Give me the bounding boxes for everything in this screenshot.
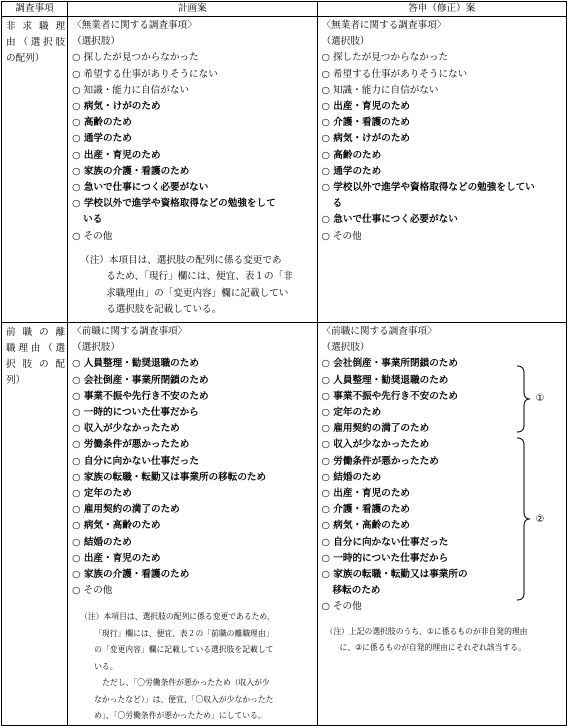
option-item: ○ 出産・育児のため [321, 101, 411, 113]
header-row [2, 2, 567, 17]
note-line: いる。 [94, 661, 118, 671]
note-line: なかったなど）」は、便宜、「〇収入が少なかったた [94, 694, 274, 704]
option-item: ○ 急いで仕事につく必要がない [321, 214, 458, 226]
note-line: に、②に係るものが自発的理由にそれぞれ該当する。 [339, 642, 526, 652]
option-item: ○ 結婚のため [72, 536, 132, 548]
option-item: ○ 一時的についた仕事だから [321, 552, 449, 564]
option-list [72, 356, 314, 599]
option-item: ○ 自分に向かない仕事だった [321, 536, 449, 548]
topic-text [2, 17, 67, 67]
option-item: ○ 高齢のため [72, 117, 132, 129]
option-item: ○ 事業不振や先行き不安のため [72, 390, 209, 402]
option-item: ○ 会社倒産・事業所閉鎖のため [72, 374, 209, 386]
note-line: の「変更内容」欄に記載している選択肢を記載して [94, 645, 274, 655]
topic-cell [2, 323, 68, 726]
option-item: ○ 探したが見つからなかった [321, 52, 449, 64]
option-list [72, 50, 314, 244]
header-plan: 計画案 [68, 2, 317, 17]
option-item: ○ 自分に向かない仕事だった [72, 455, 199, 467]
topic-line: 職理由（選 [6, 343, 66, 354]
option-item: ○ 希望する仕事がありそうにない [321, 68, 468, 80]
option-item: ○ 定年のため [72, 488, 132, 500]
option-item: ○ 雇用契約の満了のため [72, 504, 180, 516]
option-item: ○ 出産・育児のため [72, 552, 161, 564]
plan-cell [68, 17, 317, 323]
option-item: ○ 家族の介護・看護のため [72, 569, 190, 581]
option-item: ○ 家族の転職・転勤又は事業所の移転のため [72, 471, 267, 483]
option-item: ○ 家族の転職・転勤又は事業所の [321, 569, 468, 581]
option-item: ○ 病気・けがのため [321, 133, 411, 145]
section-heading: 〈前職に関する調査事項〉 [321, 326, 437, 337]
section-heading: 〈無業者に関する調査事項〉 [72, 20, 197, 31]
plan-content [68, 17, 316, 319]
option-item: ○ 高齢のため [321, 149, 382, 161]
topic-line: 択肢の配 [6, 359, 66, 370]
note-line: （注）本項目は、選択肢の配列に係る変更であ [80, 254, 282, 266]
note-line: 「現行」欄には、便宜、表２の「前職の離職理由」 [94, 628, 274, 638]
section-heading: 〈前職に関する調査事項〉 [72, 326, 188, 337]
note-line: 求職理由」の「変更内容」欄に記載してい [106, 287, 289, 299]
header-revised: 答申（修正）案 [317, 2, 566, 17]
option-item: ○ 通学のため [72, 133, 132, 145]
row-non-job-seeking-reason [2, 17, 567, 323]
topic-cell [2, 17, 68, 323]
options-label: （選択肢） [321, 36, 370, 48]
group-1-label: ① [535, 393, 545, 404]
option-item: ○ 通学のため [321, 165, 382, 177]
option-item: ○ 一時的についた仕事だから [72, 407, 199, 419]
revised-note [322, 624, 564, 656]
comparison-table [1, 1, 567, 726]
option-item: ○ 労働条件が悪かったため [72, 439, 190, 451]
option-item: ○ その他 [321, 601, 362, 613]
option-item: ○ 病気・高齢のため [72, 520, 161, 532]
option-list [322, 50, 564, 244]
plan-note [72, 253, 314, 319]
option-item: ○ 知識・能力に自信がない [321, 84, 439, 96]
options-label: （選択肢） [72, 36, 121, 48]
option-item: ○ 収入が少なかったため [72, 423, 180, 435]
note-line: ただし、「〇労働条件が悪かったため（収入が少 [102, 678, 270, 688]
option-item: ○ 定年のため [321, 407, 382, 419]
option-item: ○ 病気・けがのため [72, 101, 161, 113]
option-item: ○ 労働条件が悪かったため [321, 455, 439, 467]
note-line: め」、「〇労働条件が悪かったため」にしている。 [94, 711, 266, 721]
option-item: ○ 急いで仕事につく必要がない [72, 182, 209, 194]
option-item: ○ 学校以外で進学や資格取得などの勉強をして [72, 198, 276, 210]
row-previous-job-leaving-reason [2, 323, 567, 726]
header-topic: 調査事項 [2, 2, 68, 17]
topic-line: 列） [6, 375, 26, 386]
plan-note [72, 609, 314, 725]
group-2-brace [514, 437, 532, 601]
topic-line: 非求職理 [6, 21, 66, 32]
option-item: ○ 病気・高齢のため [321, 520, 411, 532]
note-line: る選択肢を記載している。 [106, 304, 222, 316]
revised-content [318, 17, 566, 245]
option-item: る [332, 198, 343, 210]
group-1-brace [514, 365, 532, 433]
revised-cell [317, 17, 566, 323]
option-item: ○ 人員整理・勧奨退職のため [72, 358, 199, 370]
note-line: るため、「現行」欄には、便宜、表１の「非 [106, 271, 293, 283]
option-item: ○ その他 [321, 230, 362, 242]
options-label: （選択肢） [72, 342, 121, 354]
option-item: ○ 結婚のため [321, 471, 382, 483]
topic-line: 由（選択肢 [6, 37, 66, 48]
option-item: ○ 学校以外で進学や資格取得などの勉強をしてい [321, 182, 535, 194]
option-item: ○ 収入が少なかったため [321, 439, 430, 451]
option-item: ○ 希望する仕事がありそうにない [72, 68, 218, 80]
plan-content [68, 323, 316, 725]
revised-content [318, 323, 566, 656]
note-line: （注）本項目は、選択肢の配列に係る変更であるため、 [80, 612, 275, 622]
option-item: ○ 家族の介護・看護のため [72, 165, 190, 177]
option-item: ○ 介護・看護のため [321, 117, 411, 129]
group-2-label: ② [535, 514, 545, 525]
option-item: ○ 知識・能力に自信がない [72, 84, 190, 96]
option-item: ○ 会社倒産・事業所閉鎖のため [321, 358, 458, 370]
option-item: いる [83, 214, 103, 226]
option-item: ○ 雇用契約の満了のため [321, 423, 430, 435]
section-heading: 〈無業者に関する調査事項〉 [321, 20, 447, 31]
revised-cell [317, 323, 566, 726]
note-line: （注）上記の選択肢のうち、①に係るものが非自発的理由 [325, 626, 528, 636]
topic-text [2, 323, 67, 389]
options-label: （選択肢） [321, 342, 370, 354]
option-item: ○ 人員整理・勧奨退職のため [321, 374, 449, 386]
option-item: ○ 介護・看護のため [321, 504, 411, 516]
plan-cell [68, 323, 317, 726]
option-item: ○ 出産・育児のため [72, 149, 161, 161]
option-item: ○ 出産・育児のため [321, 488, 411, 500]
topic-line: 前職の離 [6, 327, 66, 338]
option-item: ○ 探したが見つからなかった [72, 52, 199, 64]
option-item: ○ 事業不振や先行き不安のため [321, 390, 458, 402]
topic-line: の配列） [6, 53, 45, 64]
option-item: ○ その他 [72, 585, 113, 597]
option-item: 移転のため [332, 585, 381, 597]
option-item: ○ その他 [72, 230, 113, 242]
